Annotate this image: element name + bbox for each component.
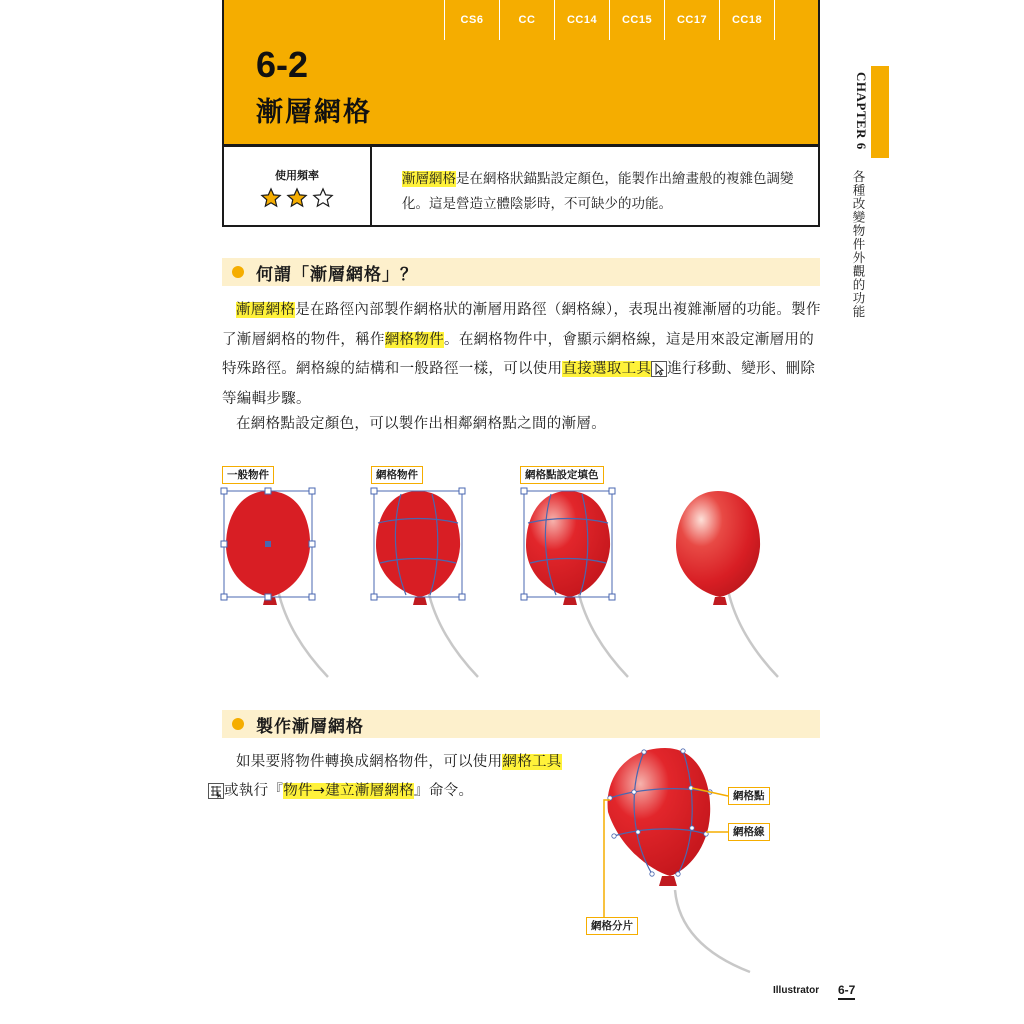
version-cs6: CS6 [444,0,499,40]
bullet-dot [232,718,244,730]
section-heading-title: 何謂「漸層網格」？ [256,264,418,285]
paragraph-text: 或執行『 [224,783,284,799]
paragraph-text: 。在網格物件中，會顯示網格線，這是用來設定漸層用的特殊路徑。網格線的結構和一般路徑一樣，可以使用 [222,331,815,377]
bullet-dot [232,266,244,278]
highlight-menu-command: 物件→建立漸層網格 [283,783,415,799]
chapter-subtitle: 各種改變物件外觀的功能 [851,170,866,319]
highlight-term: 漸層網格 [236,302,296,318]
version-cc14: CC14 [554,0,609,40]
callout-mesh-point: 網格點 [728,787,770,805]
label-mesh-object: 網格物件 [371,466,423,484]
chapter-tab [871,66,889,158]
section-heading-2 [222,710,820,738]
callout-mesh-patch: 網格分片 [586,917,638,935]
highlight-term: 網格物件 [384,331,445,348]
mesh-balloon [608,748,711,876]
section-title: 漸層網格 [256,97,372,128]
callout-mesh-line: 網格線 [728,823,770,841]
version-cc: CC [499,0,554,40]
star-filled-icon [286,187,308,209]
version-tabs [444,0,775,40]
version-cc18: CC18 [719,0,775,40]
balloon-figure [218,485,822,685]
paragraph-1 [222,296,822,414]
mesh-balloon-figure [580,740,820,980]
star-filled-icon [260,187,282,209]
chapter-label: CHAPTER 6 [854,72,869,150]
section-heading-title: 製作漸層網格 [256,716,364,737]
direct-select-tool-icon [651,361,667,377]
frequency-box [222,145,820,227]
version-cc15: CC15 [609,0,664,40]
frequency-description [372,147,816,225]
paragraph-text: 進行移動、變形、刪除等編輯步驟。 [222,361,816,407]
balloon-mesh [371,488,478,677]
frequency-rating [224,147,372,225]
label-normal-object: 一般物件 [222,466,274,484]
frequency-label: 使用頻率 [275,169,319,182]
label-mesh-fill: 網格點設定填色 [520,466,604,484]
highlight-term: 漸層網格 [402,171,456,187]
version-cc17: CC17 [664,0,719,40]
paragraph-3 [222,748,572,806]
description-text: 是在網格狀錨點設定顏色，能製作出繪畫般的複雜色調變 [456,171,794,187]
mesh-tool-icon [208,783,224,799]
balloon-normal [221,488,328,677]
paragraph-text: 』命令。 [414,783,474,799]
highlight-term: 直接選取工具 [562,361,652,377]
section-number: 6-2 [256,44,309,85]
description-text-2: 化。這是營造立體陰影時，不可缺少的功能。 [402,196,672,212]
balloon-final [676,491,778,677]
paragraph-text: 如果要將物件轉換成網格物件，可以使用 [236,754,503,770]
footer-book-name: Illustrator [773,985,820,996]
star-empty-icon [312,187,334,209]
balloon-mesh-filled [521,488,628,677]
star-rating [224,187,370,209]
paragraph-text: 是在路徑內部製作網格狀的漸層用路徑（網格線），表現出複雜漸層的功能。製作了漸層網格的物件，稱作 [222,302,821,348]
page-number: 6-7 [838,983,855,1000]
paragraph-2: 在網格點設定顏色，可以製作出相鄰網格點之間的漸層。 [236,416,606,432]
highlight-term: 網格工具 [502,754,562,770]
section-heading-1 [222,258,820,286]
